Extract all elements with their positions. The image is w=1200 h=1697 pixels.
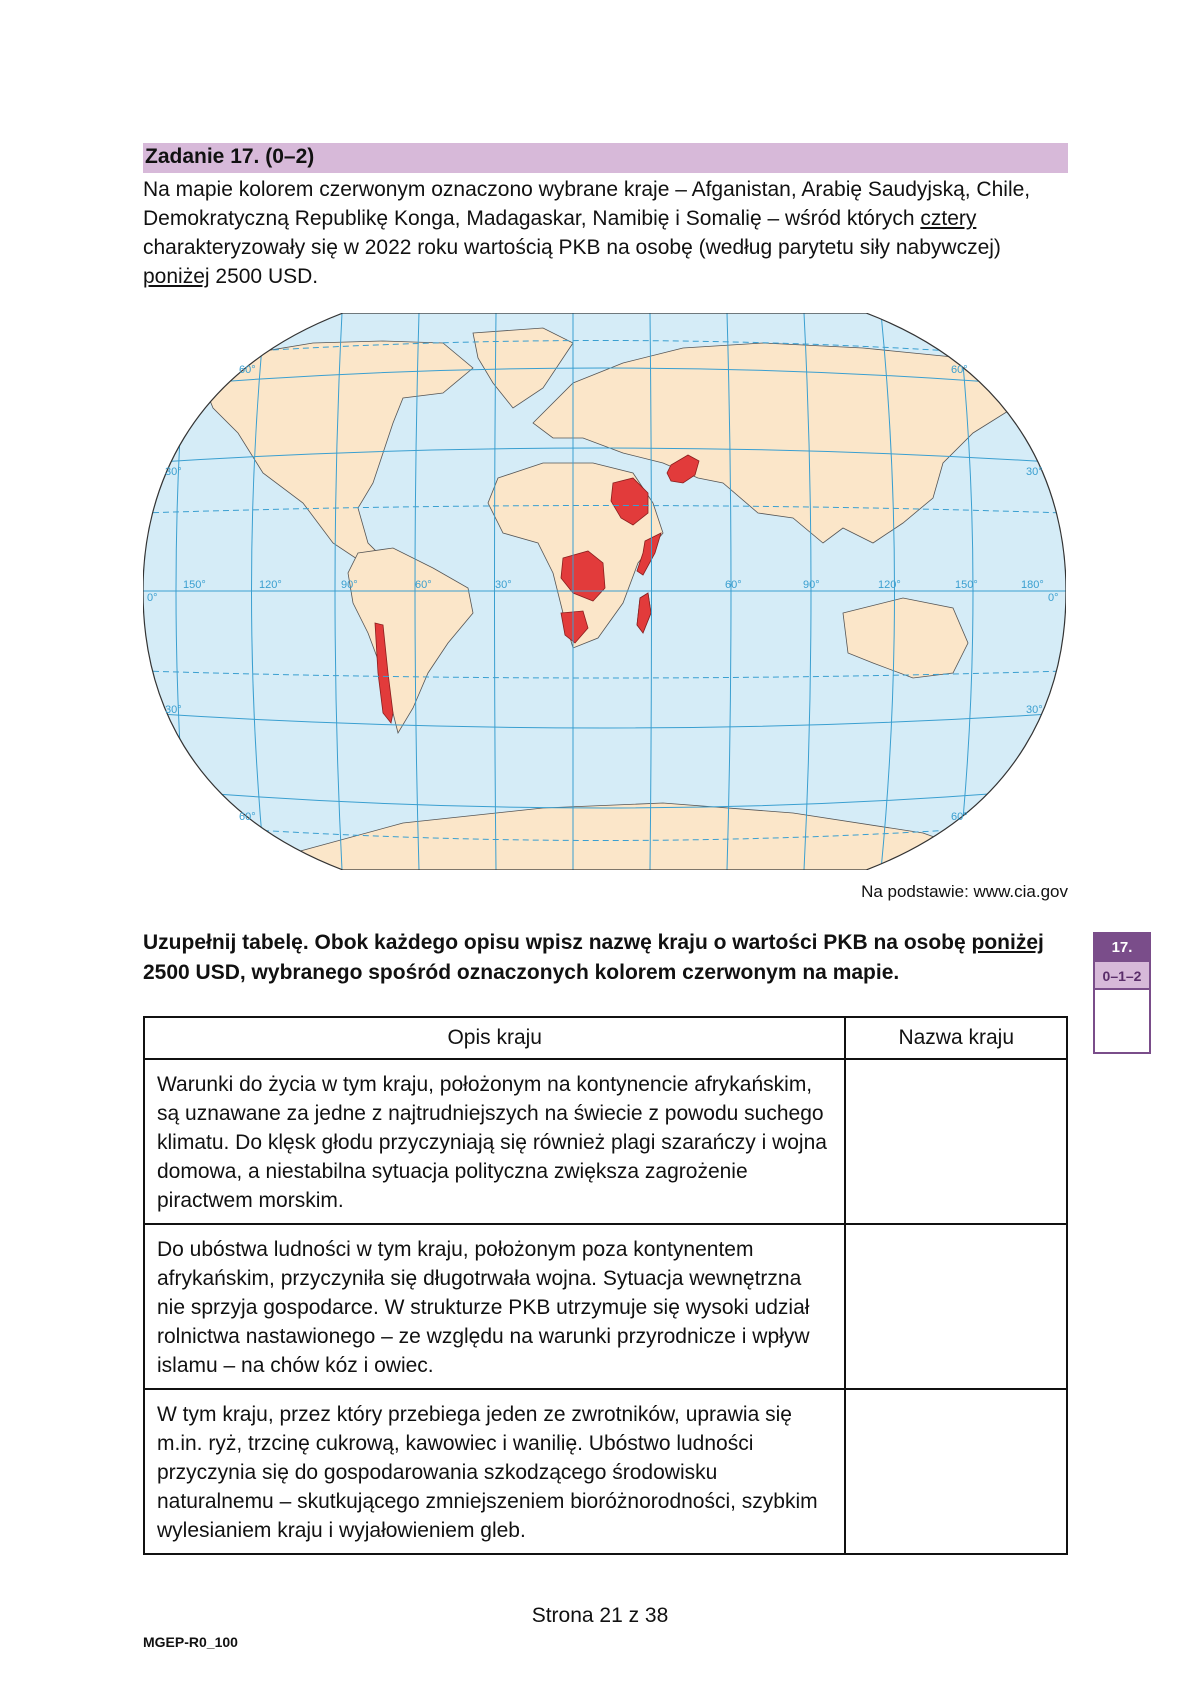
lon-label: 60° <box>415 579 432 591</box>
lat-label: 30° <box>1026 704 1043 716</box>
intro-text: Na mapie kolorem czerwonym oznaczono wybrane kraje – Afganistan, Arabię Saudyjską, Chile, Demokratyczną Republikę Konga, Madagaskar, Namibię i Somalię – wśród których <box>143 178 1031 230</box>
lat-label: 0° <box>147 592 158 604</box>
instruction-text: 2500 USD, wybranego spośród oznaczonych kolorem czerwonym na mapie. <box>143 961 900 984</box>
score-number: 17. <box>1095 934 1149 962</box>
lat-label: 30° <box>165 704 182 716</box>
answer-table <box>143 1016 1068 1555</box>
lon-label: 150° <box>955 579 978 591</box>
page-number: Strona 21 z 38 <box>531 1604 669 1627</box>
task-title: Zadanie 17. (0–2) <box>143 143 1068 173</box>
lat-label: 60° <box>239 364 256 376</box>
lat-label: 60° <box>239 811 256 823</box>
intro-text: 2500 USD. <box>209 265 319 288</box>
lon-label: 120° <box>878 579 901 591</box>
table-row <box>144 1389 1067 1554</box>
instruction-text: Uzupełnij tabelę. Obok każdego opisu wpisz nazwę kraju o wartości PKB na osobę <box>143 931 972 954</box>
intro-text: charakteryzowały się w 2022 roku wartością PKB na osobę (według parytetu siły nabywczej) <box>143 236 1001 259</box>
answer-cell[interactable] <box>845 1224 1067 1389</box>
score-box <box>1093 932 1151 1054</box>
lat-label: 0° <box>1048 592 1059 604</box>
intro-underline-2: poniżej <box>143 265 210 288</box>
table-row <box>144 1224 1067 1389</box>
row-description: Do ubóstwa ludności w tym kraju, położonym poza kontynentem afrykańskim, przyczyniła się długotrwała wojna. Sytuacja wewnętrzna nie sprzyja gospodarce. W strukturze PKB utrzymuje się wysoki udział rolnictwa nastawionego – ze względu na warunki przyrodnicze i wpływ islamu – na chów kóz i owiec. <box>144 1224 845 1389</box>
lat-label: 60° <box>951 811 968 823</box>
instruction-underline: poniżej <box>971 931 1044 954</box>
lon-label: 90° <box>341 579 358 591</box>
task-intro <box>143 175 1068 291</box>
lon-label: 30° <box>495 579 512 591</box>
answer-cell[interactable] <box>845 1389 1067 1554</box>
lat-label: 30° <box>1026 466 1043 478</box>
exam-code: MGEP-R0_100 <box>143 1634 238 1650</box>
lon-label: 150° <box>183 579 206 591</box>
row-description: W tym kraju, przez który przebiega jeden ze zwrotników, uprawia się m.in. ryż, trzcinę cukrową, kawowiec i wanilię. Ubóstwo ludności przyczynia się do gospodarowania szkodzącego środowisku naturalnemu – skutkującego zmniejszeniem bioróżnorodności, szybkim wylesianiem kraju i wyjałowieniem gleb. <box>144 1389 845 1554</box>
table-row <box>144 1059 1067 1224</box>
table-header-row <box>144 1017 1067 1059</box>
instruction <box>143 928 1073 988</box>
lon-label: 180° <box>1021 579 1044 591</box>
lon-label: 60° <box>725 579 742 591</box>
lat-label: 60° <box>951 364 968 376</box>
answer-cell[interactable] <box>845 1059 1067 1224</box>
lon-label: 90° <box>803 579 820 591</box>
score-range: 0–1–2 <box>1095 962 1149 990</box>
header-description: Opis kraju <box>144 1017 845 1059</box>
world-map <box>143 313 1066 870</box>
header-country-name: Nazwa kraju <box>845 1017 1067 1059</box>
intro-underline-1: cztery <box>920 207 977 230</box>
row-description: Warunki do życia w tym kraju, położonym na kontynencie afrykańskim, są uznawane za jedne z najtrudniejszych na świecie z powodu suchego klimatu. Do klęsk głodu przyczyniają się również plagi szarańczy i wojna domowa, a niestabilna sytuacja polityczna zwiększa zagrożenie piractwem morskim. <box>144 1059 845 1224</box>
lat-label: 30° <box>165 466 182 478</box>
lon-label: 120° <box>259 579 282 591</box>
map-source: Na podstawie: www.cia.gov <box>861 882 1068 901</box>
